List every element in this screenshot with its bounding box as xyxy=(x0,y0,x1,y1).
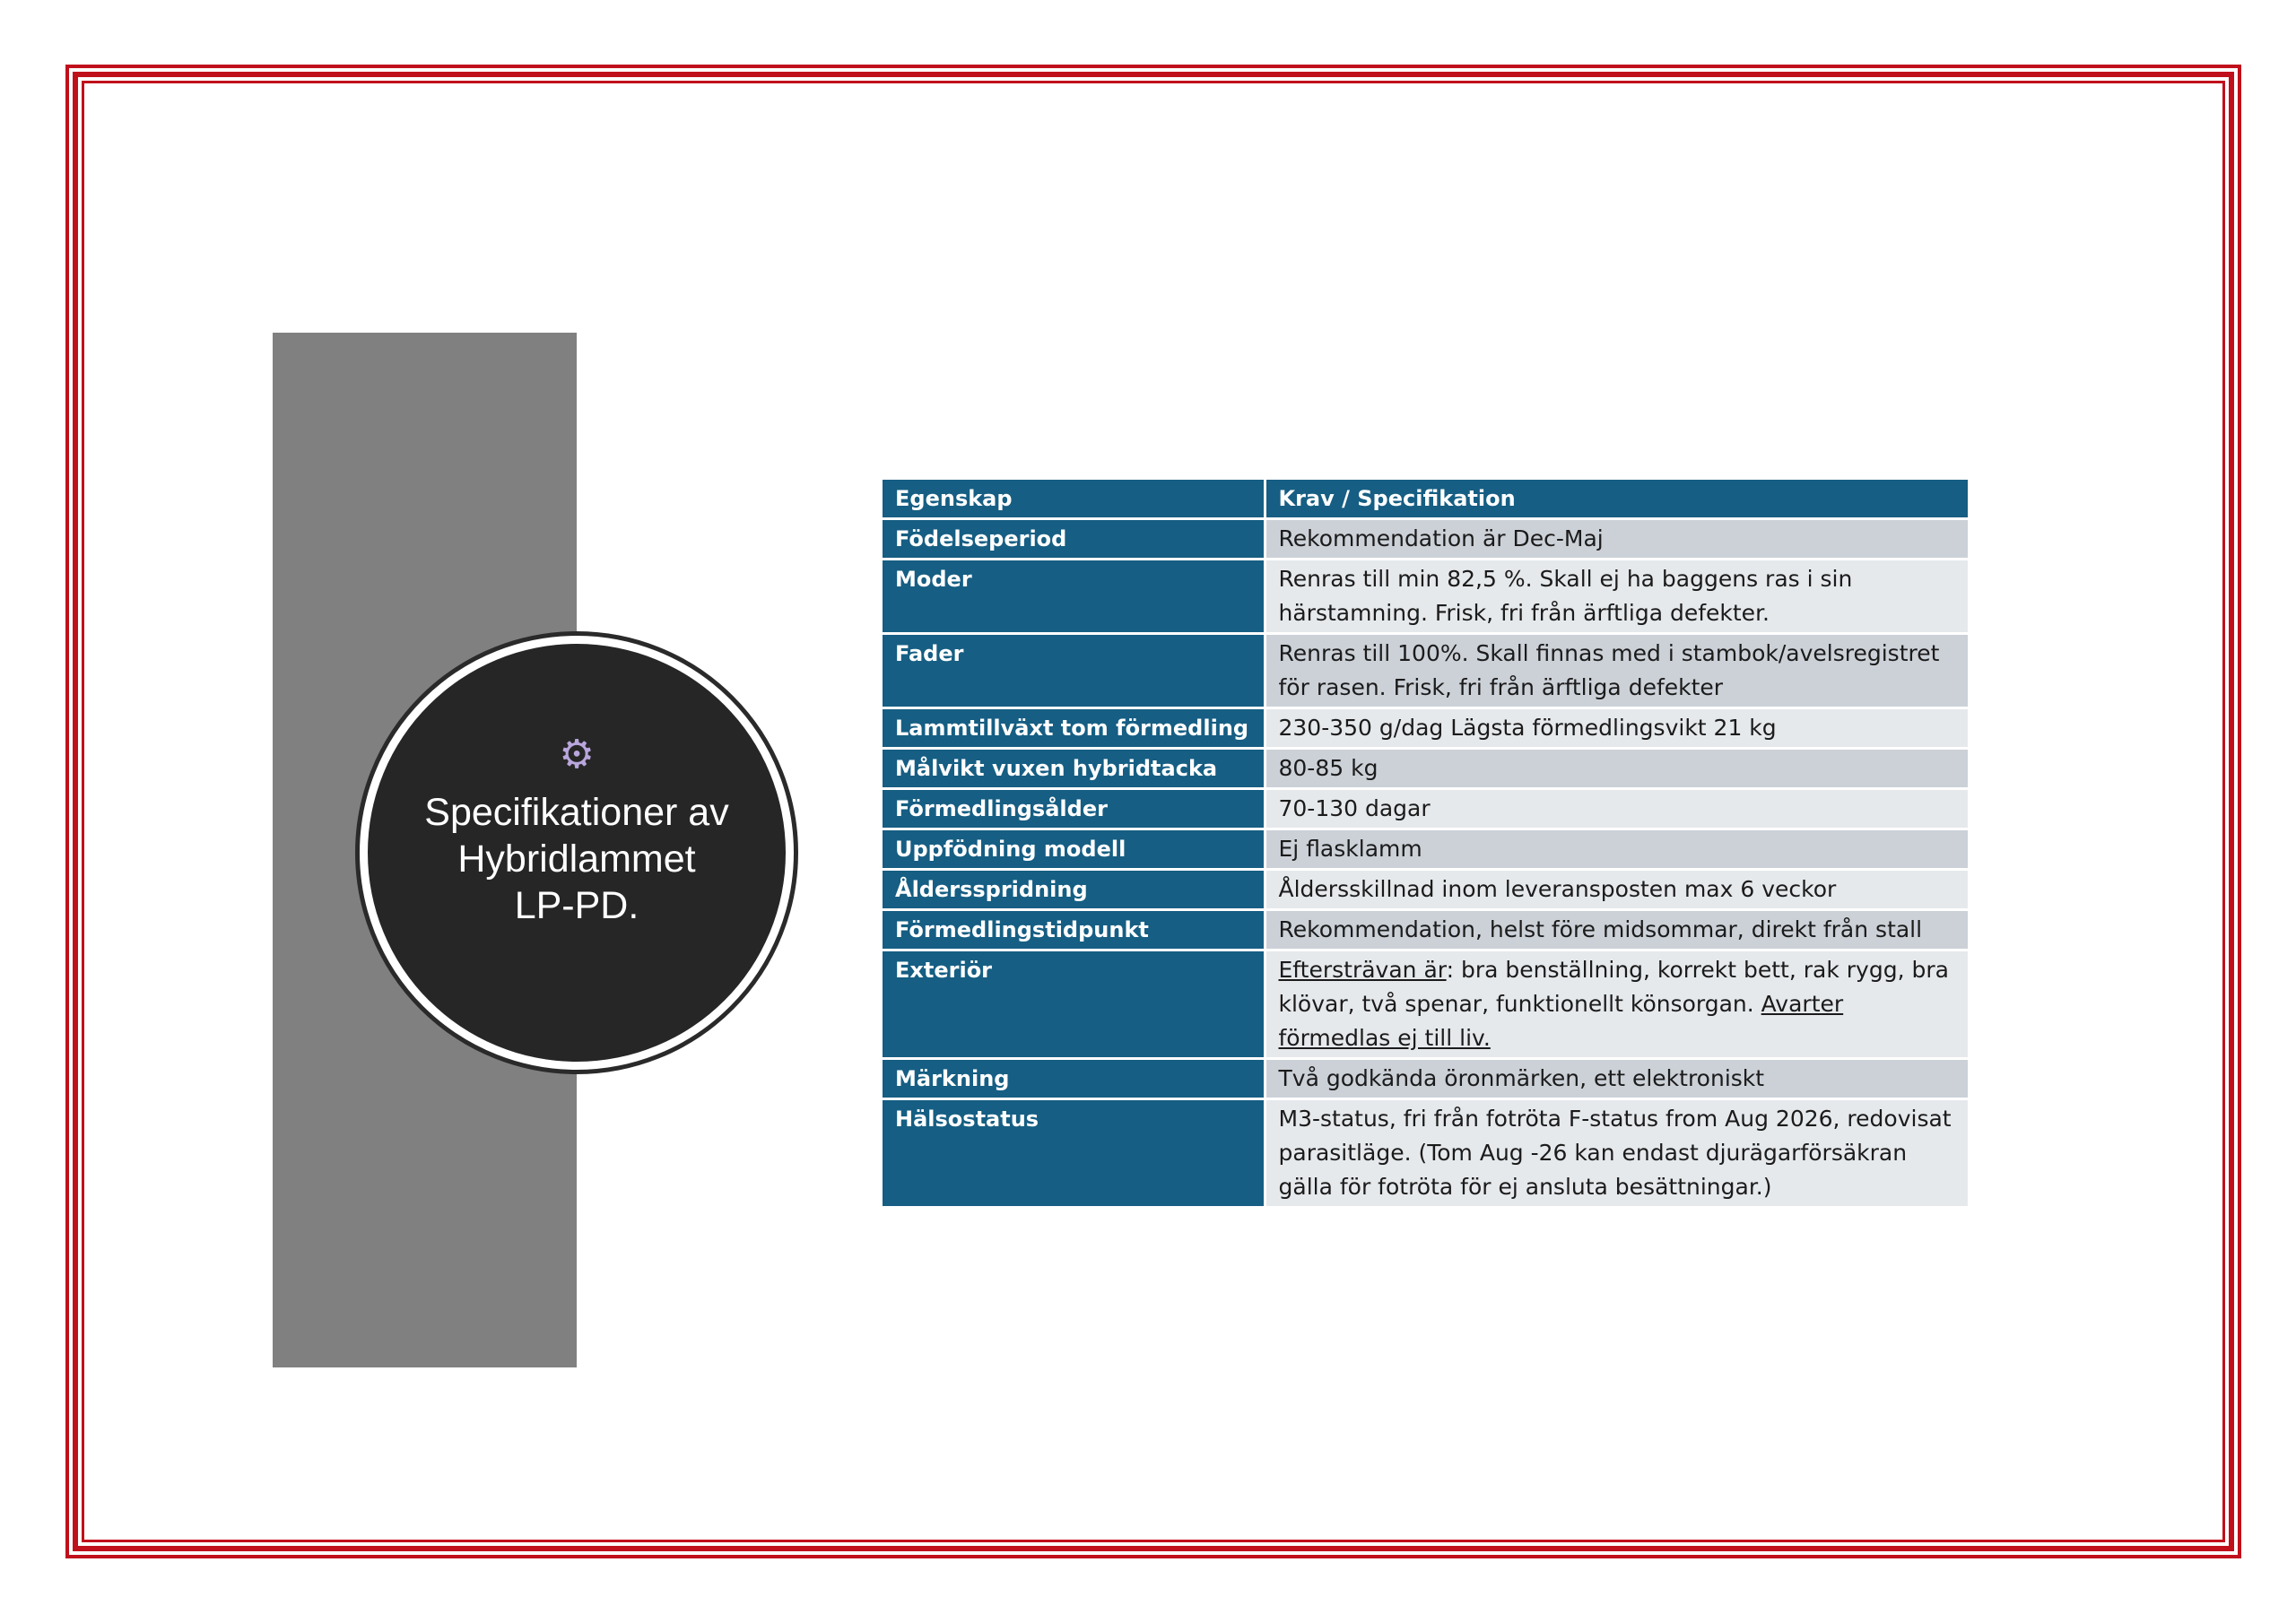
table-row xyxy=(883,910,1968,950)
table-row xyxy=(883,1059,1968,1099)
row-value: 230-350 g/dag Lägsta förmedlingsvikt 21 kg xyxy=(1265,708,1968,749)
row-key: Lammtillväxt tom förmedling xyxy=(883,708,1265,749)
row-key: Moder xyxy=(883,560,1265,634)
row-value: Ej flasklamm xyxy=(1265,829,1968,870)
row-value xyxy=(1265,950,1968,1059)
row-key: Märkning xyxy=(883,1059,1265,1099)
row-value: Två godkända öronmärken, ett elektroniskt xyxy=(1265,1059,1968,1099)
value-text: : bra benställning, korrekt bett, rak rygg, bra klövar, två spenar, funktionellt könsorgan. xyxy=(1278,957,1949,1017)
table-row xyxy=(883,634,1968,708)
gear-icon: ⚙ xyxy=(559,732,595,777)
row-key: Förmedlingsålder xyxy=(883,789,1265,829)
row-value: Rekommendation är Dec-Maj xyxy=(1265,519,1968,560)
table-row xyxy=(883,560,1968,634)
row-key: Uppfödning modell xyxy=(883,829,1265,870)
row-value: Åldersskillnad inom leveransposten max 6 veckor xyxy=(1265,870,1968,910)
header-requirement: Krav / Specifikation xyxy=(1265,480,1968,519)
table-row xyxy=(883,950,1968,1059)
title-circle xyxy=(368,644,786,1062)
table-row xyxy=(883,1099,1968,1208)
spec-table xyxy=(883,480,1968,1209)
row-value: 80-85 kg xyxy=(1265,749,1968,789)
row-key: Hälsostatus xyxy=(883,1099,1265,1208)
row-key: Förmedlingstidpunkt xyxy=(883,910,1265,950)
row-key: Exteriör xyxy=(883,950,1265,1059)
row-key: Åldersspridning xyxy=(883,870,1265,910)
row-key: Fader xyxy=(883,634,1265,708)
table-row xyxy=(883,870,1968,910)
header-property: Egenskap xyxy=(883,480,1265,519)
table-header-row xyxy=(883,480,1968,519)
row-value: Rekommendation, helst före midsommar, direkt från stall xyxy=(1265,910,1968,950)
table-row xyxy=(883,749,1968,789)
page-title: Specifikationer av Hybridlammet LP-PD. xyxy=(424,791,729,927)
underlined-text: Avarter förmedlas ej till liv. xyxy=(1278,991,1844,1051)
row-key: Födelseperiod xyxy=(883,519,1265,560)
row-key: Målvikt vuxen hybridtacka xyxy=(883,749,1265,789)
row-value: 70-130 dagar xyxy=(1265,789,1968,829)
row-value: Renras till 100%. Skall finnas med i stambok/avelsregistret för rasen. Frisk, fri från ärftliga defekter xyxy=(1265,634,1968,708)
row-value: Renras till min 82,5 %. Skall ej ha baggens ras i sin härstamning. Frisk, fri från ärftliga defekter. xyxy=(1265,560,1968,634)
table-row xyxy=(883,519,1968,560)
row-value: M3-status, fri från fotröta F-status from Aug 2026, redovisat parasitläge. (Tom Aug -26 kan endast djurägarförsäkran gälla för fotröta för ej ansluta besättningar.) xyxy=(1265,1099,1968,1208)
table-row xyxy=(883,829,1968,870)
table-row xyxy=(883,708,1968,749)
table-row xyxy=(883,789,1968,829)
underlined-text: Eftersträvan är xyxy=(1278,957,1447,983)
